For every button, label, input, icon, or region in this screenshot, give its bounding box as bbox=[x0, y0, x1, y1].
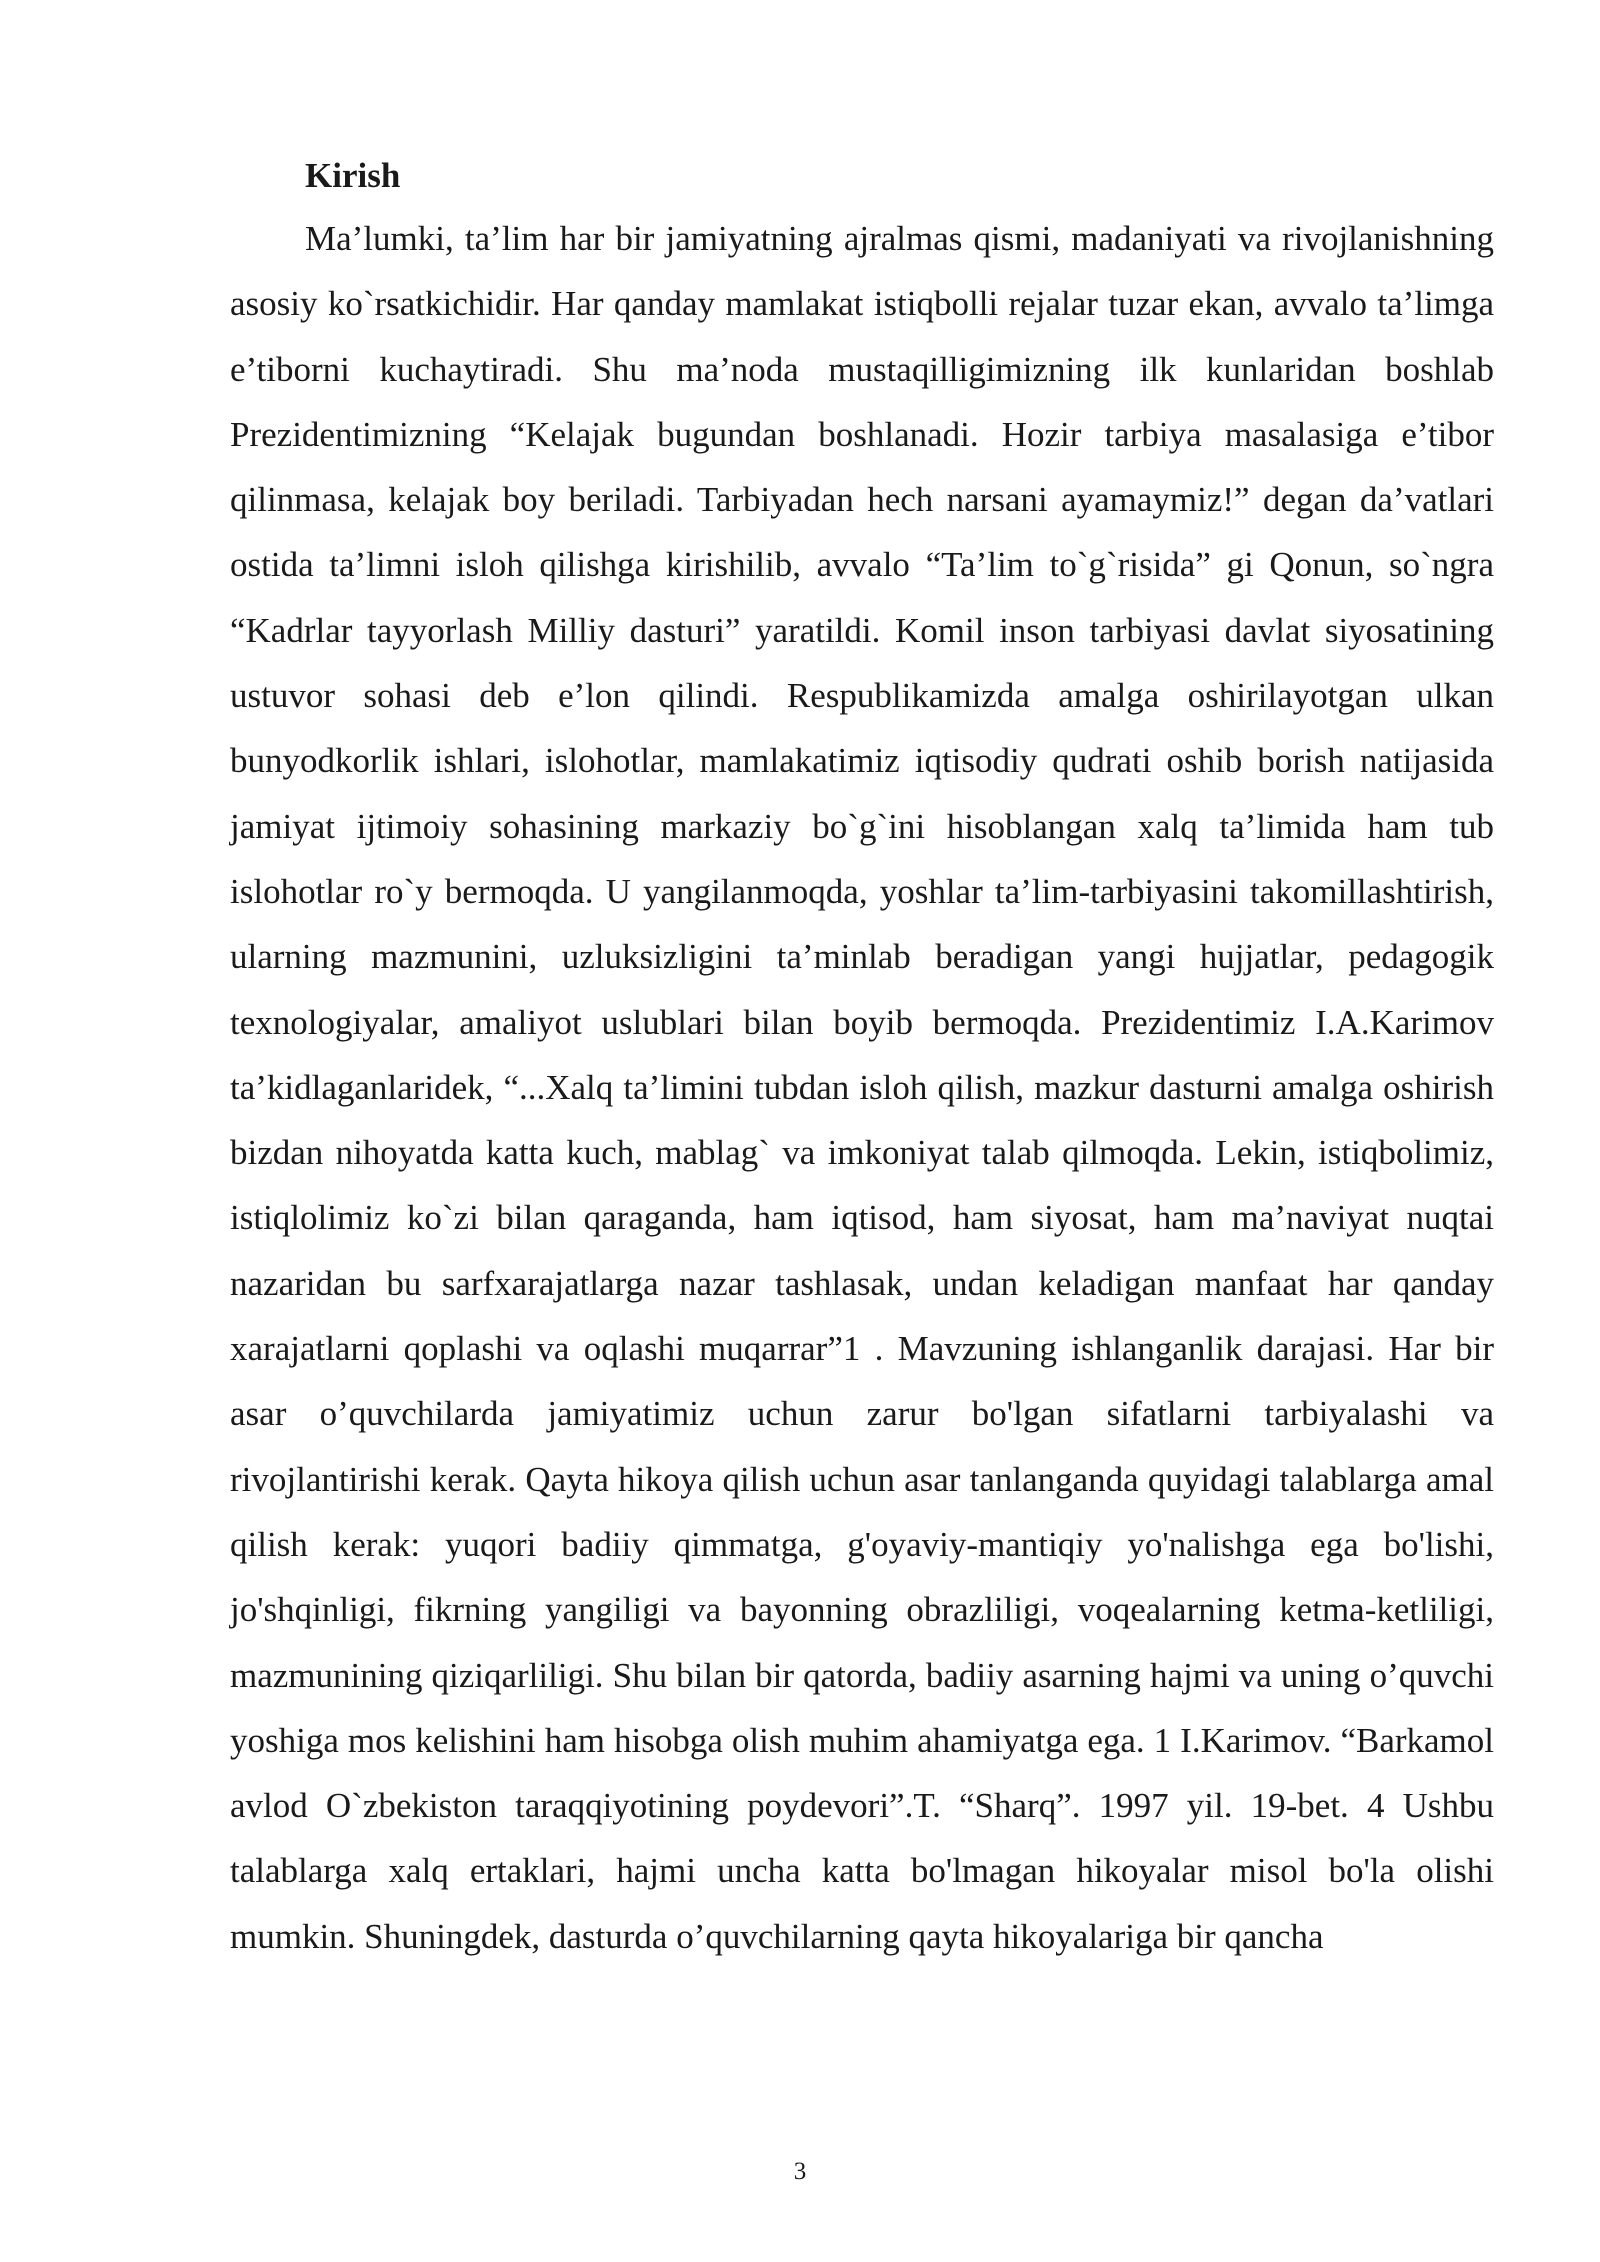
section-heading: Kirish bbox=[305, 156, 401, 195]
page-number: 3 bbox=[793, 2158, 807, 2185]
page-content bbox=[230, 146, 1494, 1969]
body-paragraph: Ma’lumki, ta’lim har bir jamiyatning ajralmas qismi, madaniyati va rivojlanishning asosiy ko`rsatkichidir. Har qanday mamlakat istiqbolli rejalar tuzar ekan, avvalo ta’limga e’tiborni kuchaytiradi. Shu ma’noda mustaqilligimizning ilk kunlaridan boshlab Prezidentimizning “Kelajak bugundan boshlanadi. Hozir tarbiya masalasiga e’tibor qilinmasa, kelajak boy beriladi. Tarbiyadan hech narsani ayamaymiz!” degan da’vatlari ostida ta’limni isloh qilishga kirishilib, avvalo “Ta’lim to`g`risida” gi Qonun, so`ngra “Kadrlar tayyorlash Milliy dasturi” yaratildi. Komil inson tarbiyasi davlat siyosatining ustuvor sohasi deb e’lon qilindi. Respublikamizda amalga oshirilayotgan ulkan bunyodkorlik ishlari, islohotlar, mamlakatimiz iqtisodiy qudrati oshib borish natijasida jamiyat ijtimoiy sohasining markaziy bo`g`ini hisoblangan xalq ta’limida ham tub islohotlar ro`y bermoqda. U yangilanmoqda, yoshlar ta’lim-tarbiyasini takomillashtirish, ularning mazmunini, uzluksizligini ta’minlab beradigan yangi hujjatlar, pedagogik texnologiyalar, amaliyot uslublari bilan boyib bermoqda. Prezidentimiz I.A.Karimov ta’kidlaganlaridek, “...Xalq ta’limini tubdan isloh qilish, mazkur dasturni amalga oshirish bizdan nihoyatda katta kuch, mablag` va imkoniyat talab qilmoqda. Lekin, istiqbolimiz, istiqlolimiz ko`zi bilan qaraganda, ham iqtisod, ham siyosat, ham ma’naviyat nuqtai nazaridan bu sarfxarajatlarga nazar tashlasak, undan keladigan manfaat har qanday xarajatlarni qoplashi va oqlashi muqarrar”1 . Mavzuning ishlanganlik darajasi. Har bir asar o’quvchilarda jamiyatimiz uchun zarur bo'lgan sifatlarni tarbiyalashi va rivojlantirishi kerak. Qayta hikoya qilish uchun asar tanlanganda quyidagi talablarga amal qilish kerak: yuqori badiiy qimmatga, g'oyaviy-mantiqiy yo'nalishga ega bo'lishi, jo'shqinligi, fikrning yangiligi va bayonning obrazliligi, voqealarning ketma-ketliligi, mazmunining qiziqarliligi. Shu bilan bir qatorda, badiiy asarning hajmi va uning o’quvchi yoshiga mos kelishini ham hisobga olish muhim ahamiyatga ega. 1 I.Karimov. “Barkamol avlod O`zbekiston taraqqiyotining poydevori”.T. “Sharq”. 1997 yil. 19-bet. 4 Ushbu talablarga xalq ertaklari, hajmi uncha katta bo'lmagan hikoyalar misol bo'la olishi mumkin. Shuningdek, dasturda o’quvchilarning qayta hikoyalariga bir qancha bbox=[230, 219, 1494, 1956]
